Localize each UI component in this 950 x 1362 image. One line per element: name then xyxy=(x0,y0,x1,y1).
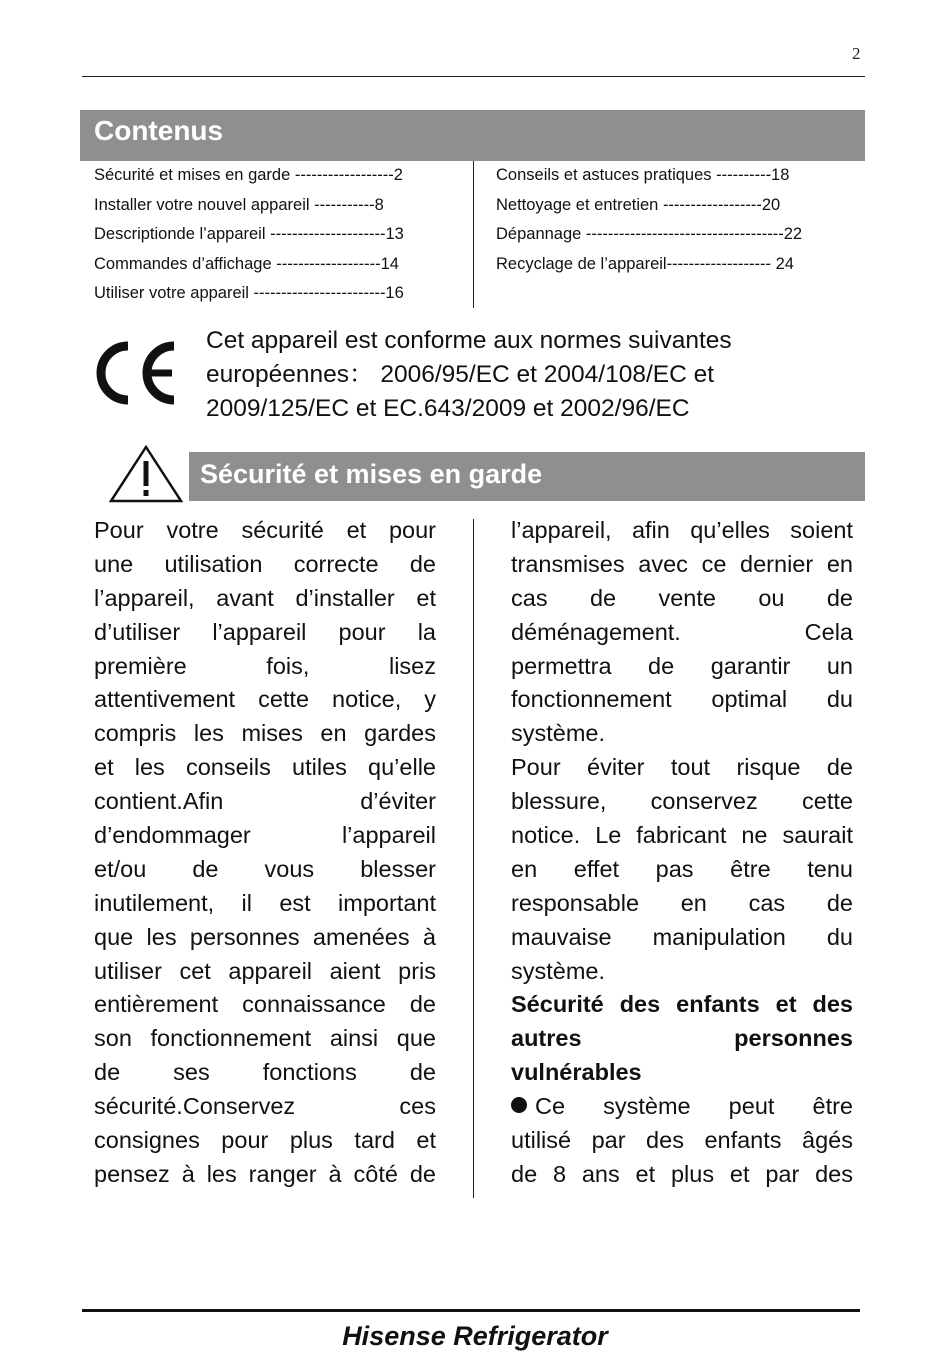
safety-left-column xyxy=(94,514,436,1192)
body-line: notice. Le fabricant ne saurait xyxy=(511,822,853,849)
ce-conformity-text xyxy=(206,324,846,426)
toc-entry[interactable]: Commandes d’affichage -------------------14 xyxy=(94,254,399,273)
toc-divider xyxy=(473,161,474,308)
body-line: fonctionnement optimal du xyxy=(511,686,853,713)
body-line: inutilement, il est important xyxy=(94,889,436,916)
body-line: système. xyxy=(511,720,606,747)
body-divider xyxy=(473,519,474,1198)
body-line: de 8 ans et plus et par des xyxy=(511,1160,853,1187)
toc-entry[interactable]: Recyclage de l’appareil------------------- 24 xyxy=(496,254,794,273)
children-safety-heading: Sécurité des enfants et des xyxy=(511,991,853,1018)
top-rule xyxy=(82,76,865,77)
body-line: responsable en cas de xyxy=(511,889,853,916)
body-line: d’utiliser l’appareil pour la xyxy=(94,618,436,645)
toc-entry[interactable]: Sécurité et mises en garde ------------------2 xyxy=(94,166,403,184)
body-line: pensez à les ranger à côté de xyxy=(94,1160,436,1187)
body-line: d’endommager l’appareil xyxy=(94,822,436,849)
footer-brand: Hisense Refrigerator xyxy=(342,1321,608,1351)
body-line: attentivement cette notice, y xyxy=(94,686,436,713)
ce-mark-icon xyxy=(88,338,180,408)
body-line: Pour éviter tout risque de xyxy=(511,754,853,781)
children-safety-heading: vulnérables xyxy=(511,1059,642,1086)
body-line: l’appareil, afin qu’elles soient xyxy=(511,517,853,543)
toc-entry[interactable]: Utiliser votre appareil ------------------------16 xyxy=(94,284,404,302)
ce-text-line: 2009/125/EC et EC.643/2009 et 2002/96/EC xyxy=(206,395,690,422)
body-line: Pour votre sécurité et pour xyxy=(94,517,436,543)
ce-text-line: européennes： 2006/95/EC et 2004/108/EC et xyxy=(206,361,715,388)
toc-left-column xyxy=(94,166,404,314)
toc-entry[interactable]: Dépannage ------------------------------------22 xyxy=(496,225,803,243)
page-number: 2 xyxy=(852,44,861,63)
body-line: l’appareil, avant d’installer et xyxy=(94,584,436,611)
toc-right-column xyxy=(496,166,802,284)
body-line: permettra de garantir un xyxy=(511,652,853,679)
toc-entry[interactable]: Conseils et astuces pratiques ----------18 xyxy=(496,166,790,184)
body-line: déménagement. Cela xyxy=(511,618,853,645)
body-line: première fois, lisez xyxy=(94,652,436,679)
body-line: compris les mises en gardes xyxy=(94,720,436,747)
toc-entry[interactable]: Nettoyage et entretien ------------------20 xyxy=(496,195,781,214)
contents-header-bar xyxy=(80,110,865,161)
body-line: et/ou de vous blesser xyxy=(94,855,436,882)
bullet-dot-icon xyxy=(511,1097,527,1113)
body-line: mauvaise manipulation du xyxy=(511,923,853,950)
safety-title: Sécurité et mises en garde xyxy=(200,459,543,489)
body-line: sécurité.Conservez ces xyxy=(94,1093,436,1120)
ce-text-line: Cet appareil est conforme aux normes suivantes xyxy=(206,327,732,354)
body-line: entièrement connaissance de xyxy=(94,991,436,1018)
safety-header-bar xyxy=(189,452,865,501)
body-line: système. xyxy=(511,957,606,984)
body-line: en effet pas être tenu xyxy=(511,855,853,882)
body-line: utiliser cet appareil aient pris xyxy=(94,957,436,984)
body-line: blessure, conservez cette xyxy=(511,788,853,815)
toc-entry[interactable]: Installer votre nouvel appareil -----------8 xyxy=(94,195,384,214)
body-line: et les conseils utiles qu’elle xyxy=(94,754,436,781)
safety-right-column xyxy=(511,514,853,1192)
body-line: utilisé par des enfants âgés xyxy=(511,1127,853,1154)
body-line: consignes pour plus tard et xyxy=(94,1127,436,1154)
body-line: de ses fonctions de xyxy=(94,1059,436,1086)
bullet-text: Ce système peut être xyxy=(535,1093,853,1120)
warning-triangle-icon xyxy=(108,444,184,504)
bottom-rule xyxy=(82,1309,860,1312)
body-line: cas de vente ou de xyxy=(511,584,853,611)
body-line: une utilisation correcte de xyxy=(94,550,436,577)
bullet-line xyxy=(511,1090,853,1124)
body-line: son fonctionnement ainsi que xyxy=(94,1025,436,1052)
contents-title: Contenus xyxy=(94,115,224,146)
toc-entry[interactable]: Descriptionde l’appareil ---------------------13 xyxy=(94,225,404,243)
children-safety-heading: autres personnes xyxy=(511,1025,853,1052)
body-line: que les personnes amenées à xyxy=(94,923,436,950)
body-line: transmises avec ce dernier en xyxy=(511,550,853,577)
body-line: contient.Afin d’éviter xyxy=(94,788,436,815)
